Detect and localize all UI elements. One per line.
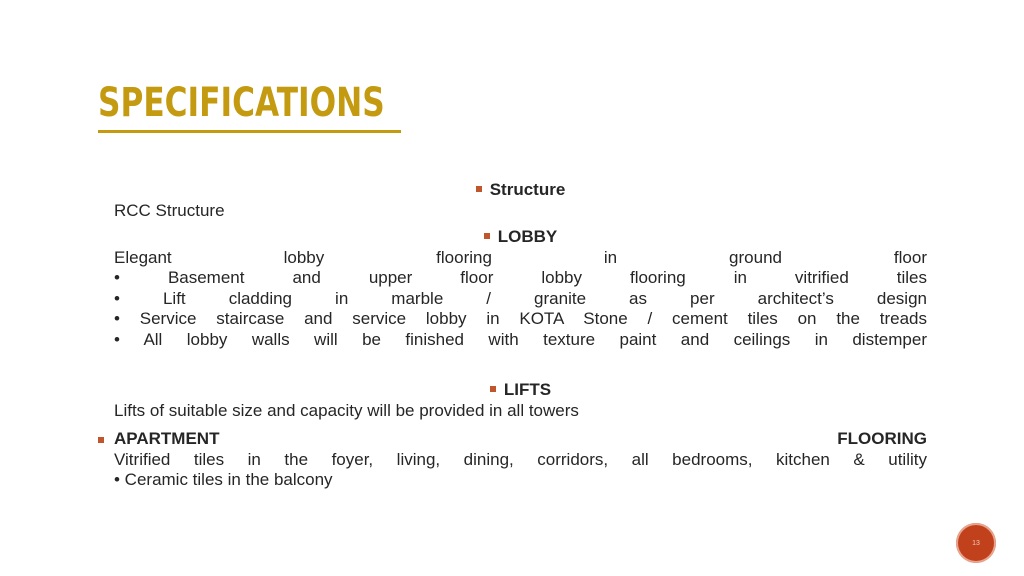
apartment-flooring-line: Vitrified tiles in the foyer, living, dining, corridors, all bedrooms, kitchen & utility bbox=[114, 449, 927, 469]
lobby-heading-label: LOBBY bbox=[497, 227, 558, 246]
apartment-flooring-heading-label: APARTMENT FLOORING bbox=[114, 429, 927, 448]
page-number-badge bbox=[956, 523, 996, 563]
structure-body: RCC Structure bbox=[114, 200, 225, 220]
square-bullet-icon bbox=[490, 386, 496, 392]
lifts-body: Lifts of suitable size and capacity will be provided in all towers bbox=[114, 400, 579, 420]
lifts-heading bbox=[114, 380, 927, 401]
square-bullet-icon bbox=[98, 437, 104, 443]
page-number: 13 bbox=[972, 539, 980, 547]
lobby-line: • Lift cladding in marble / granite as per architect’s design bbox=[114, 288, 927, 308]
square-bullet-icon bbox=[484, 233, 490, 239]
structure-heading bbox=[114, 180, 927, 201]
apartment-flooring-heading bbox=[114, 429, 927, 450]
slide-title: SPECIFICATIONS bbox=[98, 80, 385, 126]
lobby-line: • Service staircase and service lobby in KOTA Stone / cement tiles on the treads bbox=[114, 309, 927, 328]
apartment-flooring-line: • Ceramic tiles in the balcony bbox=[114, 470, 333, 489]
structure-heading-label: Structure bbox=[489, 180, 566, 199]
title-underline bbox=[98, 130, 401, 133]
square-bullet-icon bbox=[476, 186, 482, 192]
lobby-line: • Basement and upper floor lobby flooring in vitrified tiles bbox=[114, 268, 927, 287]
lobby-line: Elegant lobby flooring in ground floor bbox=[114, 247, 927, 267]
specifications-content bbox=[114, 180, 927, 491]
lobby-line: • All lobby walls will be finished with texture paint and ceilings in distemper bbox=[114, 329, 927, 349]
lobby-heading bbox=[114, 227, 927, 248]
lifts-heading-label: LIFTS bbox=[503, 380, 552, 399]
